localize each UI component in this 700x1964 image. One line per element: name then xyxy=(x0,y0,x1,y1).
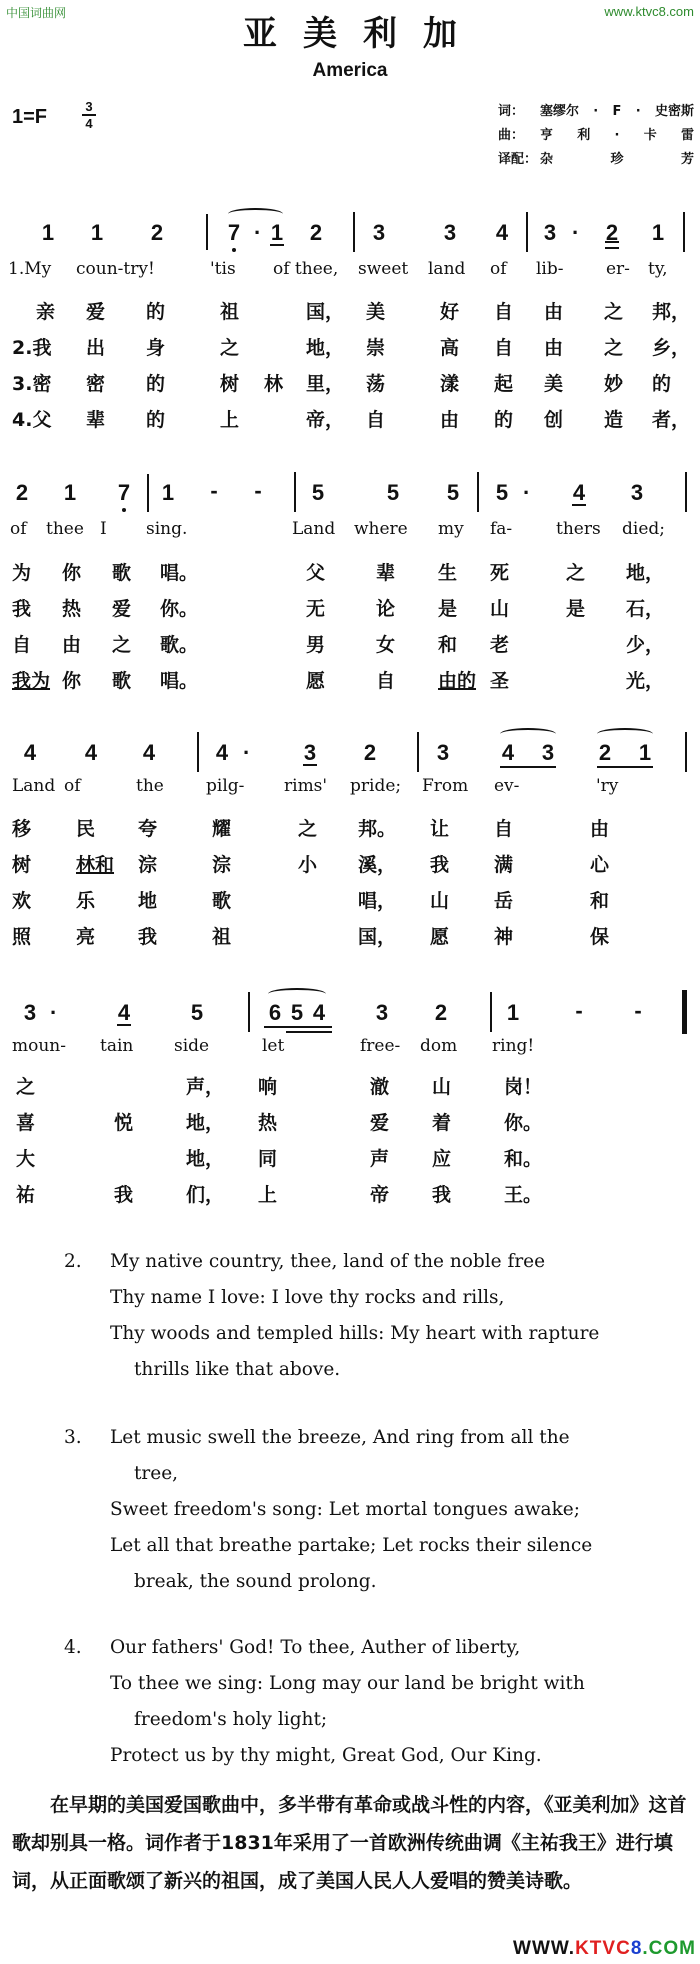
lyric-cn: 荡 xyxy=(366,373,386,395)
lyric-cn: 们， xyxy=(186,1184,225,1206)
lyric-cn: 林 xyxy=(264,373,284,395)
lyric-cn: 歌 xyxy=(112,670,132,692)
note: 3 xyxy=(299,740,321,766)
lyric-cn: 王。 xyxy=(504,1184,543,1206)
lyric: I xyxy=(100,519,107,539)
dot: · xyxy=(254,220,262,245)
lyric-cn: 和 xyxy=(438,634,458,656)
lyric-cn: 岗！ xyxy=(504,1076,543,1098)
lyric-cn: 耀 xyxy=(212,818,232,840)
lyric-cn: 3.密 xyxy=(12,373,52,395)
lyric-cn: 我 xyxy=(138,926,158,948)
lyric: thee xyxy=(46,519,84,539)
lyric-cn: 愿 xyxy=(306,670,326,692)
note: 4 xyxy=(142,740,156,765)
lyric-cn: 和。 xyxy=(504,1148,543,1170)
lyric: rims' xyxy=(284,776,328,796)
verse-line: Thy woods and templed hills: My heart with rapture xyxy=(110,1323,600,1344)
verse-line: thrills like that above. xyxy=(134,1359,341,1380)
lyric-cn: 和 xyxy=(590,890,610,912)
lyric-cn: 老 xyxy=(490,634,510,656)
note: 1 xyxy=(161,480,175,505)
beam xyxy=(500,766,556,768)
beam xyxy=(264,1026,332,1028)
lyric-cn: 唱。 xyxy=(160,670,199,692)
note: 4 xyxy=(501,740,515,765)
lyric-cn: 地， xyxy=(186,1112,225,1134)
note: 4 xyxy=(84,740,98,765)
lyric-cn: 树 xyxy=(220,373,240,395)
lyric: of thee, xyxy=(273,259,339,279)
lyric-cn: 林和 xyxy=(76,854,115,876)
verse-line: To thee we sing: Long may our land be bright with xyxy=(110,1673,585,1694)
lyric-cn: 是 xyxy=(438,598,458,620)
lyric-cn: 祖 xyxy=(220,301,240,323)
note: 7 xyxy=(223,220,245,246)
lyric-cn: 的 xyxy=(146,409,166,431)
note: 4 xyxy=(23,740,37,765)
note: 2 xyxy=(598,740,612,765)
verse-line: Protect us by thy might, Great God, Our King. xyxy=(110,1745,542,1766)
lyric: where xyxy=(354,519,408,539)
verse-line: Thy name I love: I love thy rocks and rills, xyxy=(110,1287,505,1308)
lyric: of xyxy=(10,519,27,539)
lyric-cn: 漾 xyxy=(440,373,460,395)
slur xyxy=(500,728,556,740)
verse-line: freedom's holy light; xyxy=(134,1709,328,1730)
verse-line: My native country, thee, land of the noble free xyxy=(110,1251,546,1272)
verse-line: break, the sound prolong. xyxy=(134,1571,377,1592)
lyric-cn: 论 xyxy=(376,598,396,620)
lyric-cn: 神 xyxy=(494,926,514,948)
note: 5 xyxy=(311,480,325,505)
lyric-cn: 声 xyxy=(370,1148,390,1170)
dot: · xyxy=(572,220,580,245)
time-signature xyxy=(82,100,96,130)
lyric-cn: 的 xyxy=(146,301,166,323)
lyric: Land xyxy=(292,519,336,539)
lyric-cn: 者， xyxy=(652,409,691,431)
note: 5 xyxy=(446,480,460,505)
lyric-cn: 之 xyxy=(16,1076,36,1098)
lyric-cn: 满 xyxy=(494,854,514,876)
lyric-cn: 愿 xyxy=(430,926,450,948)
lyric-cn: 死 xyxy=(490,562,510,584)
watermark: WWW.KTVC8.COM xyxy=(513,1938,696,1959)
lyric-cn: 地， xyxy=(306,337,345,359)
note: 1 xyxy=(651,220,665,245)
note: 4 xyxy=(312,1000,326,1025)
lyric-cn: 唱， xyxy=(358,890,397,912)
note: 3 xyxy=(541,740,555,765)
lyric-cn: 辈 xyxy=(376,562,396,584)
note: 3 xyxy=(543,220,557,245)
lyric: ty, xyxy=(648,259,668,279)
lyric: free- xyxy=(360,1036,401,1056)
lyric-cn: 自 xyxy=(366,409,386,431)
slur xyxy=(597,728,653,740)
lyric-cn: 光， xyxy=(626,670,665,692)
lyric-cn: 无 xyxy=(306,598,326,620)
lyric-cn: 乐 xyxy=(76,890,96,912)
note: 1 xyxy=(90,220,104,245)
dash: - xyxy=(575,998,583,1023)
note: 1 xyxy=(506,1000,520,1025)
barline xyxy=(490,992,492,1032)
dash: - xyxy=(210,478,218,503)
lyric-cn: 国， xyxy=(358,926,397,948)
lyric: my xyxy=(438,519,464,539)
verse-number: 4. xyxy=(64,1637,82,1658)
note: 5 xyxy=(386,480,400,505)
lyric-cn: 造 xyxy=(604,409,624,431)
lyric-cn: 山 xyxy=(430,890,450,912)
lyric: From xyxy=(422,776,469,796)
note: 1 xyxy=(41,220,55,245)
lyric-cn: 亲 xyxy=(36,301,56,323)
lyric-cn: 自 xyxy=(12,634,32,656)
verse-number: 2. xyxy=(64,1251,82,1272)
lyric-cn: 响 xyxy=(258,1076,278,1098)
lyric-cn: 着 xyxy=(432,1112,452,1134)
lyric-cn: 男 xyxy=(306,634,326,656)
barline xyxy=(417,732,419,772)
lyric-cn: 邦， xyxy=(652,301,691,323)
barline xyxy=(197,732,199,772)
lyric: let xyxy=(262,1036,285,1056)
lyric-cn: 树 xyxy=(12,854,32,876)
verse-line: Sweet freedom's song: Let mortal tongues awake; xyxy=(110,1499,580,1520)
lyric-cn: 之 xyxy=(298,818,318,840)
lyric-cn: 保 xyxy=(590,926,610,948)
lyric-cn: 帝 xyxy=(370,1184,390,1206)
note: 4 xyxy=(495,220,509,245)
credits xyxy=(498,100,694,172)
note: 2 xyxy=(309,220,323,245)
lyric-cn: 之 xyxy=(604,301,624,323)
lyric-cn: 移 xyxy=(12,818,32,840)
note: 2 xyxy=(434,1000,448,1025)
lyric-cn: 山 xyxy=(490,598,510,620)
lyric-cn: 妙 xyxy=(604,373,624,395)
lyric: 1.My xyxy=(8,259,52,279)
lyric-cn: 创 xyxy=(544,409,564,431)
lyric-cn: 自 xyxy=(494,818,514,840)
lyric-cn: 热 xyxy=(258,1112,278,1134)
note: 3 xyxy=(372,220,386,245)
verse-line: Let music swell the breeze, And ring from all the xyxy=(110,1427,570,1448)
lyric-cn: 4.父 xyxy=(12,409,52,431)
lyric-cn: 爱 xyxy=(112,598,132,620)
lyric-cn: 我 xyxy=(12,598,32,620)
lyric: land xyxy=(428,259,466,279)
note: 4 xyxy=(568,480,590,506)
lyric: pilg- xyxy=(206,776,245,796)
lyric: fa- xyxy=(490,519,513,539)
note: 4 xyxy=(113,1000,135,1026)
note: 1 xyxy=(266,220,288,246)
lyric-cn: 邦。 xyxy=(358,818,397,840)
lyric-cn: 让 xyxy=(430,818,450,840)
dash: - xyxy=(254,478,262,503)
lyric-cn: 里， xyxy=(306,373,345,395)
barline xyxy=(206,214,208,250)
beam xyxy=(286,1031,332,1033)
lyric-cn: 帝， xyxy=(306,409,345,431)
lyric-cn: 由 xyxy=(544,301,564,323)
lyric-cn: 崇 xyxy=(366,337,386,359)
lyric-cn: 山 xyxy=(432,1076,452,1098)
description-paragraph: 在早期的美国爱国歌曲中，多半带有革命或战斗性的内容，《亚美利加》这首歌却别具一格。词作者于1831年采用了一首欧洲传统曲调《主祐我王》进行填词，从正面歌颂了新兴的祖国，成了美国人民人人爱唱的赞美诗歌。 xyxy=(12,1794,687,1892)
lyric-cn: 之 xyxy=(604,337,624,359)
lyric-cn: 高 xyxy=(440,337,460,359)
lyric: ev- xyxy=(494,776,520,796)
lyric-cn: 淙 xyxy=(212,854,232,876)
verse-line: tree, xyxy=(134,1463,179,1484)
lyric-cn: 同 xyxy=(258,1148,278,1170)
lyric: of xyxy=(490,259,507,279)
note: 7 xyxy=(113,480,135,506)
lyric-cn: 身 xyxy=(146,337,166,359)
lyric-cn: 我为 xyxy=(12,670,51,692)
note: 6 xyxy=(268,1000,282,1025)
lyric-cn: 的 xyxy=(652,373,672,395)
note: 3 xyxy=(375,1000,389,1025)
lyric-cn: 上 xyxy=(220,409,240,431)
dash: - xyxy=(634,998,642,1023)
note: 3 xyxy=(436,740,450,765)
credit-translator: 译配： 杂 珍 芳 xyxy=(498,152,694,167)
lyric-cn: 唱。 xyxy=(160,562,199,584)
note: 5 xyxy=(495,480,509,505)
lyric: side xyxy=(174,1036,210,1056)
lyric-cn: 悦 xyxy=(114,1112,134,1134)
note: 5 xyxy=(290,1000,304,1025)
lyric: ring! xyxy=(492,1036,535,1056)
lyric-cn: 爱 xyxy=(370,1112,390,1134)
song-subtitle: America xyxy=(312,60,388,81)
lyric: of xyxy=(64,776,81,796)
beam xyxy=(597,766,653,768)
lyric: Land xyxy=(12,776,56,796)
lyric-cn: 小 xyxy=(298,854,318,876)
barline xyxy=(248,992,250,1032)
lyric-cn: 溪， xyxy=(358,854,397,876)
lyric-cn: 好 xyxy=(440,301,460,323)
lyric-cn: 之 xyxy=(566,562,586,584)
dot: · xyxy=(50,1000,58,1025)
lyric: tain xyxy=(100,1036,134,1056)
lyric-cn: 女 xyxy=(376,634,396,656)
lyric-cn: 淙 xyxy=(138,854,158,876)
lyric-cn: 热 xyxy=(62,598,82,620)
lyric-cn: 密 xyxy=(86,373,106,395)
note: 1 xyxy=(638,740,652,765)
lyric: sweet xyxy=(358,259,409,279)
dot: · xyxy=(243,740,251,765)
lyric-cn: 之 xyxy=(220,337,240,359)
lyric-cn: 你。 xyxy=(504,1112,543,1134)
lyric: died; xyxy=(622,519,665,539)
lyric-cn: 乡， xyxy=(652,337,691,359)
lyric-cn: 2.我 xyxy=(12,337,52,359)
lyric-cn: 由 xyxy=(440,409,460,431)
barline xyxy=(526,212,528,252)
lyric-cn: 由 xyxy=(590,818,610,840)
lyric-cn: 喜 xyxy=(16,1112,36,1134)
lyric-cn: 辈 xyxy=(86,409,106,431)
barline xyxy=(477,472,479,512)
time-top: 3 xyxy=(85,99,93,114)
final-barline xyxy=(682,990,687,1034)
barline xyxy=(353,212,355,252)
note: 4 xyxy=(215,740,229,765)
lyric-cn: 声， xyxy=(186,1076,225,1098)
barline xyxy=(294,472,296,512)
lyric: moun- xyxy=(12,1036,66,1056)
lyric-cn: 民 xyxy=(76,818,96,840)
lyric-cn: 欢 xyxy=(12,890,32,912)
lyric-cn: 是 xyxy=(566,598,586,620)
lyric-cn: 美 xyxy=(366,301,386,323)
note: 2 xyxy=(150,220,164,245)
time-bottom: 4 xyxy=(85,116,93,131)
lyric: the xyxy=(136,776,164,796)
site-url: www.ktvc8.com xyxy=(604,4,694,19)
lyric: coun-try! xyxy=(76,259,155,279)
lyric-cn: 出 xyxy=(86,337,106,359)
lyric-cn: 亮 xyxy=(76,926,96,948)
note: 3 xyxy=(23,1000,37,1025)
lyric-cn: 石， xyxy=(626,598,665,620)
note: 2 xyxy=(363,740,377,765)
lyric-cn: 自 xyxy=(376,670,396,692)
lyric-cn: 自 xyxy=(494,301,514,323)
verse-line: Let all that breathe partake; Let rocks their silence xyxy=(110,1535,593,1556)
lyric-cn: 澈 xyxy=(370,1076,390,1098)
lyric-cn: 大 xyxy=(16,1148,36,1170)
lyric-cn: 夸 xyxy=(138,818,158,840)
lyric: thers xyxy=(556,519,601,539)
lyric-cn: 祐 xyxy=(16,1184,36,1206)
lyric-cn: 起 xyxy=(494,373,514,395)
lyric: 'tis xyxy=(210,259,236,279)
lyric-cn: 地 xyxy=(138,890,158,912)
lyric-cn: 由 xyxy=(544,337,564,359)
lyric-cn: 为 xyxy=(12,562,32,584)
lyric: pride; xyxy=(350,776,402,796)
dot: · xyxy=(523,480,531,505)
lyric: 'ry xyxy=(596,776,619,796)
lyric-cn: 美 xyxy=(544,373,564,395)
lyric-cn: 地， xyxy=(186,1148,225,1170)
slur xyxy=(268,988,326,1000)
lyric-cn: 地， xyxy=(626,562,665,584)
credit-lyricist: 词： 塞缪尔 · F · 史密斯 xyxy=(498,104,694,119)
lyric-cn: 生 xyxy=(438,562,458,584)
lyric-cn: 歌 xyxy=(112,562,132,584)
lyric-cn: 的 xyxy=(494,409,514,431)
lyric-cn: 祖 xyxy=(212,926,232,948)
song-title: 亚美利加 xyxy=(243,14,483,54)
note: 3 xyxy=(443,220,457,245)
note: 2 xyxy=(15,480,29,505)
credit-composer: 曲： 亨 利 · 卡 雷 xyxy=(498,128,694,143)
barline xyxy=(685,732,687,772)
slur xyxy=(228,208,283,220)
lyric-cn: 国， xyxy=(306,301,345,323)
lyric-cn: 爱 xyxy=(86,301,106,323)
note: 5 xyxy=(190,1000,204,1025)
lyric-cn: 照 xyxy=(12,926,32,948)
verse-number: 3. xyxy=(64,1427,82,1448)
lyric: lib- xyxy=(536,259,564,279)
note: 1 xyxy=(63,480,77,505)
lyric: sing. xyxy=(146,519,188,539)
lyric-cn: 的 xyxy=(146,373,166,395)
lyric: dom xyxy=(420,1036,458,1056)
lyric-cn: 圣 xyxy=(490,670,510,692)
lyric-cn: 你 xyxy=(62,562,82,584)
lyric-cn: 我 xyxy=(432,1184,452,1206)
lyric: er- xyxy=(606,259,630,279)
lyric-cn: 自 xyxy=(494,337,514,359)
verse-line: Our fathers' God! To thee, Auther of liberty, xyxy=(110,1637,521,1658)
lyric-cn: 父 xyxy=(306,562,326,584)
lyric-cn: 你。 xyxy=(160,598,199,620)
lyric-cn: 歌。 xyxy=(160,634,199,656)
lyric-cn: 之 xyxy=(112,634,132,656)
lyric-cn: 歌 xyxy=(212,890,232,912)
lyric-cn: 上 xyxy=(258,1184,278,1206)
lyric-cn: 你 xyxy=(62,670,82,692)
lyric-cn: 我 xyxy=(114,1184,134,1206)
note: 2 xyxy=(601,220,623,246)
key-signature: 1=F xyxy=(12,106,48,128)
lyric-cn: 岳 xyxy=(494,890,514,912)
lyric-cn: 由 xyxy=(62,634,82,656)
lyric-cn: 由的 xyxy=(438,670,477,692)
note: 3 xyxy=(630,480,644,505)
lyric-cn: 应 xyxy=(432,1148,452,1170)
lyric-cn: 心 xyxy=(590,854,610,876)
barline xyxy=(147,474,149,512)
barline xyxy=(683,212,685,252)
lyric-cn: 我 xyxy=(430,854,450,876)
barline xyxy=(685,472,687,512)
lyric-cn: 少， xyxy=(626,634,665,656)
site-name: 中国词曲网 xyxy=(6,6,67,20)
